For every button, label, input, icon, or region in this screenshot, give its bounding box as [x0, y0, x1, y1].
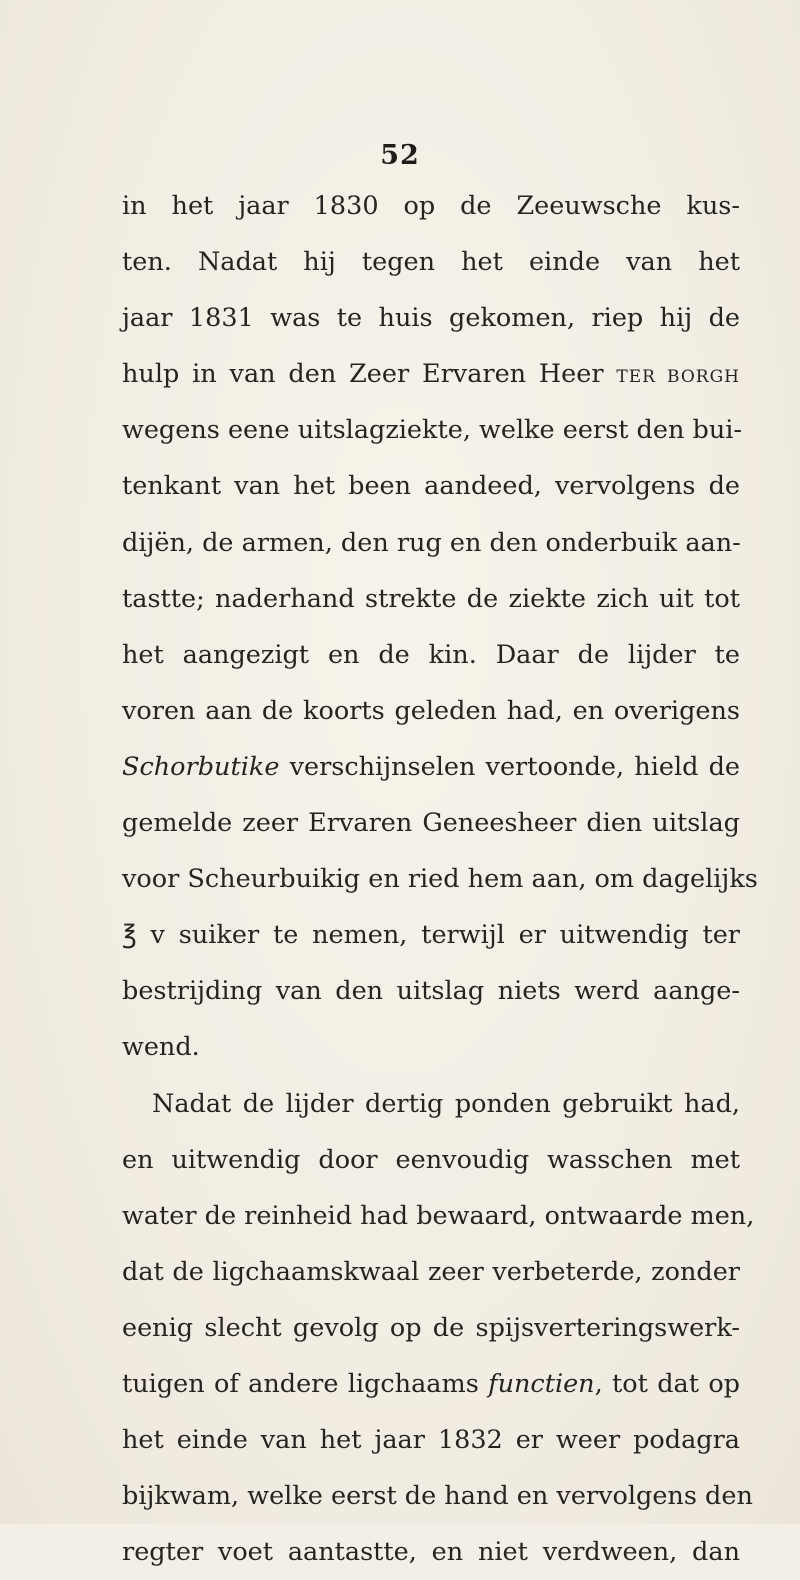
text-line: voor Scheurbuikig en ried hem aan, om dagelijks — [122, 864, 758, 895]
page-number: 52 — [380, 140, 420, 171]
text-line: wend. — [122, 1032, 200, 1063]
text-line: gemelde zeer Ervaren Geneesheer dien uitslag — [122, 808, 740, 839]
text-line: Nadat de lijder dertig ponden gebruikt had, — [152, 1088, 740, 1119]
text-line: bestrijding van den uitslag niets werd aange- — [122, 976, 740, 1007]
text-line: het aangezigt en de kin. Daar de lijder te — [122, 639, 740, 670]
text-line: jaar 1831 was te huis gekomen, riep hij de — [122, 303, 740, 334]
text-line: tuigen of andere ligchaams functien, tot dat op — [122, 1368, 741, 1399]
text-line: Schorbutike verschijnselen vertoonde, hield de — [122, 751, 740, 782]
body-text — [122, 178, 758, 1580]
text-line: ten. Nadat hij tegen het einde van het — [122, 247, 740, 278]
text-line: in het jaar 1830 op de Zeeuwsche kus- — [122, 191, 740, 221]
text-line: water de reinheid had bewaard, ontwaarde men, — [122, 1200, 755, 1231]
text-line: voren aan de koorts geleden had, en overigens — [122, 695, 740, 726]
italic-term: functien — [488, 1368, 595, 1399]
text-line: ℥ v suiker te nemen, terwijl er uitwendig ter — [122, 920, 740, 951]
text-line: en uitwendig door eenvoudig wasschen met — [122, 1144, 740, 1175]
text-line: het einde van het jaar 1832 er weer podagra — [122, 1425, 740, 1456]
text-line: eenig slecht gevolg op de spijsverteringswerk- — [122, 1312, 740, 1343]
italic-term: Schorbutike — [122, 751, 280, 782]
text-line: dat de ligchaamskwaal zeer verbeterde, zonder — [122, 1256, 740, 1287]
text-line: tastte; naderhand strekte de ziekte zich uit tot — [122, 583, 740, 614]
text-line: dijën, de armen, den rug en den onderbuik aan- — [122, 527, 741, 558]
text-line: hulp in van den Zeer Ervaren Heer TER BORGH — [122, 359, 740, 390]
text-line: tenkant van het been aandeed, vervolgens de — [122, 471, 740, 502]
text-line: wegens eene uitslagziekte, welke eerst den bui- — [122, 415, 743, 446]
small-caps-name: TER BORGH — [616, 367, 740, 388]
text-line: regter voet aantastte, en niet verdween, dan — [122, 1537, 740, 1568]
text-line: bijkwam, welke eerst de hand en vervolgens den — [122, 1481, 753, 1512]
